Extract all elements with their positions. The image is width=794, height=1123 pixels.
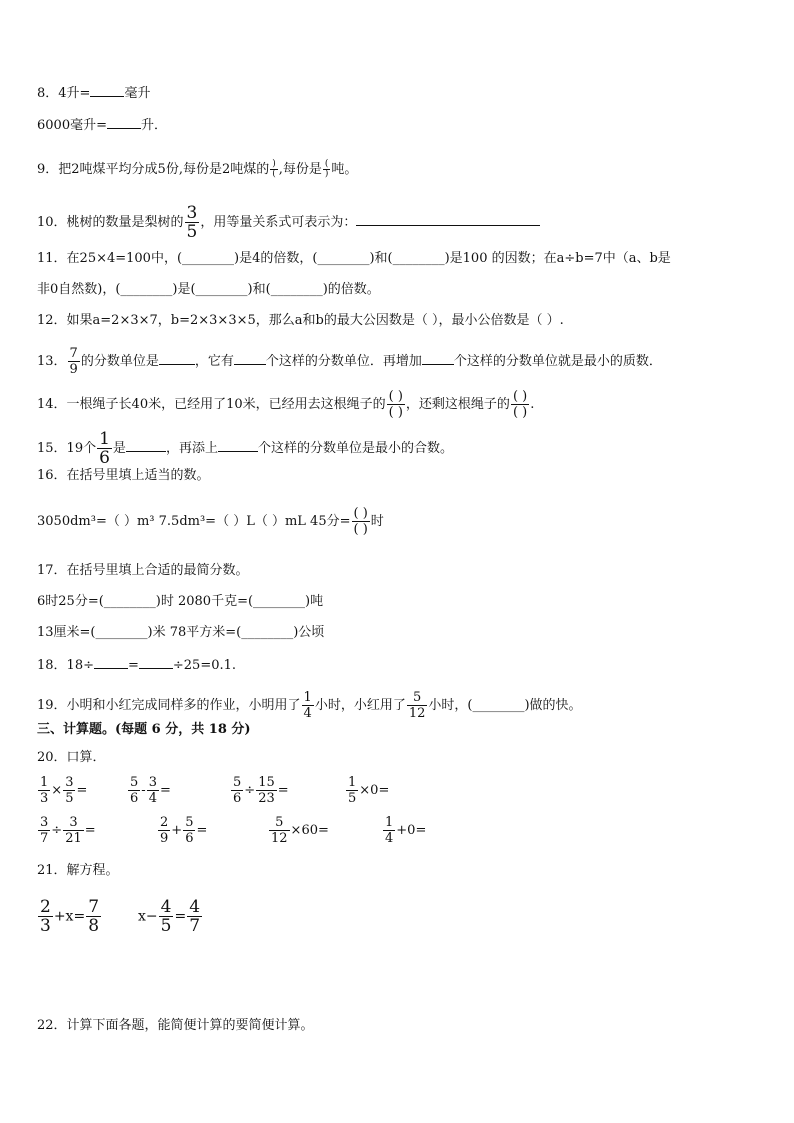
denominator: 5: [186, 222, 198, 242]
q18-text-a: 18．18÷: [37, 658, 94, 673]
numerator: 1: [348, 775, 357, 790]
question-17-line-2: 13厘米=(________)米 78平方米=(________)公顷: [37, 625, 325, 640]
q16-unit: 时: [370, 514, 384, 529]
fraction: [158, 815, 170, 846]
question-15: [37, 430, 453, 467]
blank-numerator: ( ): [512, 389, 528, 404]
numerator: 2: [40, 897, 51, 917]
expression-tail: =: [84, 823, 96, 838]
answer-blank: [90, 84, 124, 97]
expression-tail: +0=: [396, 823, 427, 838]
operator: ÷: [244, 783, 256, 798]
question-22-title: 22．计算下面各题，能简便计算的要简便计算。: [37, 1018, 314, 1033]
numerator: 5: [185, 815, 194, 830]
blank-fraction: [352, 506, 370, 537]
question-19: [37, 690, 582, 721]
numerator: 3: [65, 775, 74, 790]
question-11-line-2: 非0自然数)，(________)是(________)和(________)的倍数。: [37, 282, 380, 297]
question-21-title: 21．解方程。: [37, 863, 119, 878]
equation-text: =: [174, 908, 187, 925]
question-18: [37, 656, 236, 674]
blank-denominator: (: [272, 169, 276, 179]
equation-2: [138, 898, 203, 935]
numerator: 15: [258, 775, 275, 790]
blank-fraction: [387, 389, 405, 420]
q8-text-2: 6000毫升=: [37, 118, 107, 133]
q14-text-c: .: [530, 397, 535, 412]
denominator: 6: [130, 791, 139, 806]
numerator: 1: [40, 775, 49, 790]
question-16-line: [37, 506, 384, 537]
oral-arithmetic-item: [157, 815, 207, 846]
blank-fraction: [270, 160, 278, 179]
denominator: 21: [65, 831, 82, 846]
expression-tail: ×0=: [359, 783, 390, 798]
question-11-line-1: 11．在25×4=100中，(________)是4的倍数，(________)和(________)是100 的因数；在a÷b=7中（a、b是: [37, 251, 671, 266]
equation-1: [37, 898, 102, 935]
fraction: [97, 430, 112, 467]
q14-text-a: 14．一根绳子长40米，已经用了10米，已经用去这根绳子的: [37, 397, 386, 412]
answer-blank: [126, 439, 166, 452]
q19-text-b: 小时，小红用了: [314, 698, 406, 713]
operator: ×: [51, 783, 63, 798]
operator: +: [171, 823, 183, 838]
q8-unit-1: 毫升: [124, 86, 151, 101]
oral-arithmetic-item: [382, 815, 426, 846]
fraction: [38, 815, 50, 846]
denominator: 12: [408, 706, 426, 721]
q8-unit-2: 升．: [140, 118, 167, 133]
expression-tail: =: [277, 783, 289, 798]
blank-denominator: ( ): [353, 522, 368, 537]
blank-numerator: ( ): [388, 389, 403, 404]
denominator: 8: [88, 916, 100, 936]
denominator: 5: [65, 791, 74, 806]
question-13: [37, 346, 662, 377]
equation-text: +x=: [53, 908, 86, 925]
denominator: 4: [148, 791, 157, 806]
numerator: 1: [99, 429, 110, 449]
expression-tail: =: [159, 783, 171, 798]
denominator: 5: [160, 916, 172, 936]
q15-text-d: 个这样的分数单位是最小的合数。: [257, 441, 453, 456]
q18-text-c: ÷25=0.1.: [172, 658, 237, 673]
fraction: [302, 690, 314, 721]
answer-blank: [159, 352, 195, 365]
section-3-title: 三、计算题。(每题 6 分，共 18 分): [37, 722, 251, 737]
numerator: 4: [189, 897, 201, 917]
question-20-title: 20．口算．: [37, 750, 106, 765]
denominator: 5: [348, 791, 357, 806]
q19-text-a: 19．小明和小红完成同样多的作业，小明用了: [37, 698, 301, 713]
numerator: 2: [160, 815, 169, 830]
numerator: 5: [130, 775, 139, 790]
q15-text-a: 15．19个: [37, 441, 97, 456]
fraction: [256, 775, 277, 806]
q15-text-b: 是: [112, 441, 126, 456]
denominator: 3: [40, 791, 49, 806]
blank-fraction: [511, 389, 529, 420]
q13-text-b: ，它有: [194, 354, 234, 369]
denominator: 4: [303, 706, 312, 721]
blank-denominator: ( ): [512, 405, 528, 420]
denominator: 6: [99, 448, 110, 468]
fraction: [68, 346, 80, 377]
fraction: [231, 775, 243, 806]
q9-text-b: ,每份是: [278, 162, 322, 177]
fraction: [86, 898, 101, 935]
blank-fraction: [323, 160, 331, 179]
denominator: 9: [69, 362, 78, 377]
blank-denominator: ): [324, 169, 329, 179]
fraction: [63, 815, 84, 846]
answer-blank: [422, 352, 454, 365]
numerator: 1: [303, 690, 312, 705]
answer-blank: [139, 656, 173, 669]
numerator: 3: [148, 775, 157, 790]
question-8-line-1: [37, 84, 150, 102]
equation-text: x−: [138, 908, 158, 925]
answer-blank: [107, 116, 141, 129]
numerator: 1: [385, 815, 394, 830]
question-10: [37, 204, 540, 241]
blank-numerator: (: [324, 159, 329, 169]
answer-blank: [234, 352, 266, 365]
operator: ÷: [51, 823, 63, 838]
operator: -: [141, 783, 146, 798]
denominator: 6: [185, 831, 194, 846]
q14-text-b: ，还剩这根绳子的: [405, 397, 510, 412]
denominator: 12: [271, 831, 288, 846]
fraction: [269, 815, 290, 846]
q19-text-c: 小时，(________)做的快。: [428, 698, 582, 713]
numerator: 3: [186, 203, 198, 223]
question-17-title: 17．在括号里填上合适的最简分数。: [37, 563, 249, 578]
q8-text-1: 8．4升=: [37, 86, 91, 101]
q16-text: 3050dm³=（ ）m³ 7.5dm³=（ ）L（ ）mL 45分=: [37, 514, 351, 529]
q10-text-b: ，用等量关系式可表示为：: [200, 215, 357, 230]
fraction: [38, 898, 53, 935]
fraction: [407, 690, 428, 721]
numerator: 7: [69, 346, 78, 361]
denominator: 9: [160, 831, 169, 846]
denominator: 4: [385, 831, 394, 846]
numerator: 3: [40, 815, 49, 830]
blank-numerator: ): [272, 159, 276, 169]
oral-arithmetic-item: [37, 815, 96, 846]
q9-text-c: 吨。: [331, 162, 358, 177]
oral-arithmetic-item: [37, 775, 87, 806]
oral-arithmetic-item: [345, 775, 389, 806]
fraction: [183, 815, 195, 846]
blank-denominator: ( ): [388, 405, 403, 420]
numerator: 5: [233, 775, 242, 790]
fraction: [187, 898, 202, 935]
question-9: [37, 160, 357, 179]
q13-text-a: 的分数单位是: [80, 354, 159, 369]
fraction: [38, 775, 50, 806]
q13-label: 13．: [37, 354, 67, 369]
q15-text-c: ，再添上: [165, 441, 218, 456]
denominator: 7: [189, 916, 201, 936]
q10-text-a: 10．桃树的数量是梨树的: [37, 215, 184, 230]
fraction: [185, 204, 200, 241]
denominator: 23: [258, 791, 275, 806]
question-16-title: 16．在括号里填上适当的数。: [37, 468, 210, 483]
denominator: 7: [40, 831, 49, 846]
answer-blank: [356, 213, 540, 226]
expression-tail: ×60=: [290, 823, 329, 838]
blank-numerator: ( ): [353, 506, 368, 521]
question-12: 12．如果a=2×3×7，b=2×3×3×5，那么a和b的最大公因数是（ ），最小公倍数是（ ）.: [37, 313, 564, 328]
expression-tail: =: [76, 783, 88, 798]
fraction: [128, 775, 140, 806]
q13-text-d: 个这样的分数单位就是最小的质数．: [453, 354, 662, 369]
fraction: [159, 898, 174, 935]
expression-tail: =: [196, 823, 208, 838]
numerator: 7: [88, 897, 100, 917]
numerator: 4: [160, 897, 172, 917]
fraction: [63, 775, 75, 806]
fraction: [346, 775, 358, 806]
oral-arithmetic-item: [127, 775, 171, 806]
q13-text-c: 个这样的分数单位．再增加: [265, 354, 422, 369]
oral-arithmetic-item: [230, 775, 289, 806]
numerator: 3: [69, 815, 78, 830]
denominator: 6: [233, 791, 242, 806]
question-17-line-1: 6时25分=(________)时 2080千克=(________)吨: [37, 594, 324, 609]
q18-text-b: =: [127, 658, 139, 673]
answer-blank: [94, 656, 128, 669]
denominator: 3: [40, 916, 51, 936]
answer-blank: [218, 439, 258, 452]
fraction: [147, 775, 159, 806]
fraction: [383, 815, 395, 846]
oral-arithmetic-item: [268, 815, 329, 846]
question-14: [37, 389, 534, 420]
numerator: 5: [412, 690, 422, 705]
numerator: 5: [275, 815, 284, 830]
question-8-line-2: [37, 116, 167, 134]
q9-text-a: 9．把2吨煤平均分成5份,每份是2吨煤的: [37, 162, 270, 177]
